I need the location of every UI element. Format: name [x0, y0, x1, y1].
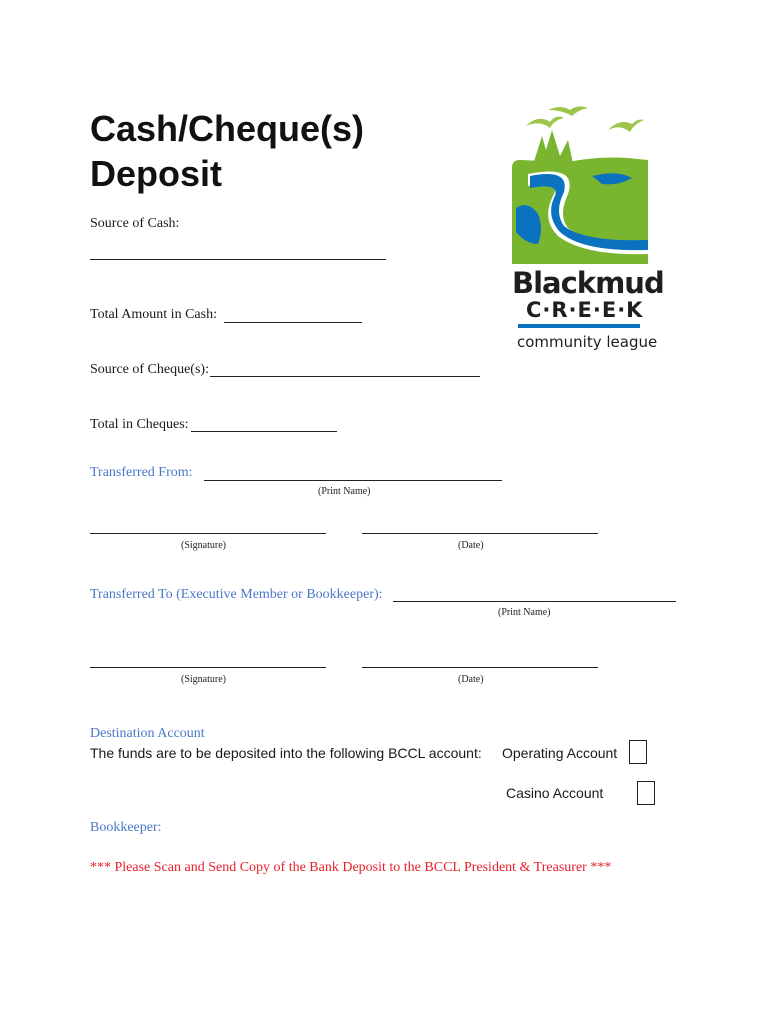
- casino-account-checkbox[interactable]: [637, 781, 655, 805]
- logo-divider-bar: [518, 324, 640, 328]
- transferred-to-signature-line[interactable]: [90, 667, 326, 668]
- scan-and-send-notice: *** Please Scan and Send Copy of the Bank Deposit to the BCCL President & Treasurer ***: [90, 860, 612, 875]
- operating-account-label: Operating Account: [502, 745, 618, 761]
- source-of-cash-line[interactable]: [90, 259, 386, 260]
- casino-account-label: Casino Account: [506, 785, 604, 801]
- source-of-cash-label: Source of Cash:: [90, 216, 180, 231]
- operating-account-checkbox[interactable]: [629, 740, 647, 764]
- total-amount-in-cash-line[interactable]: [224, 322, 362, 323]
- source-of-cheques-label: Source of Cheque(s):: [90, 362, 209, 377]
- transferred-to-date-caption: (Date): [458, 674, 484, 685]
- destination-account-heading: Destination Account: [90, 726, 205, 741]
- logo-word-creek: C·R·E·E·K: [526, 298, 644, 322]
- total-in-cheques-label: Total in Cheques:: [90, 417, 189, 432]
- transferred-from-label: Transferred From:: [90, 465, 193, 480]
- page-title: [90, 106, 364, 196]
- logo-word-community-league: community league: [517, 333, 658, 351]
- transferred-from-name-line[interactable]: [204, 480, 502, 481]
- transferred-from-date-caption: (Date): [458, 540, 484, 551]
- total-in-cheques-line[interactable]: [191, 431, 337, 432]
- transferred-from-date-line[interactable]: [362, 533, 598, 534]
- title-line-1: Cash/Cheque(s): [90, 108, 365, 149]
- transferred-from-signature-caption: (Signature): [181, 540, 226, 551]
- transferred-to-print-name-caption: (Print Name): [498, 607, 551, 618]
- title-line-2: Deposit: [90, 153, 223, 194]
- destination-account-instruction: The funds are to be deposited into the following BCCL account:: [90, 745, 482, 761]
- transferred-from-signature-line[interactable]: [90, 533, 326, 534]
- transferred-to-name-line[interactable]: [393, 601, 676, 602]
- source-of-cheques-line[interactable]: [210, 376, 480, 377]
- transferred-to-signature-caption: (Signature): [181, 674, 226, 685]
- transferred-to-label: Transferred To (Executive Member or Bookkeeper):: [90, 587, 383, 602]
- bookkeeper-label: Bookkeeper:: [90, 820, 162, 835]
- logo-word-blackmud: Blackmud: [512, 266, 664, 300]
- total-amount-in-cash-label: Total Amount in Cash:: [90, 307, 217, 322]
- transferred-from-print-name-caption: (Print Name): [318, 486, 371, 497]
- transferred-to-date-line[interactable]: [362, 667, 598, 668]
